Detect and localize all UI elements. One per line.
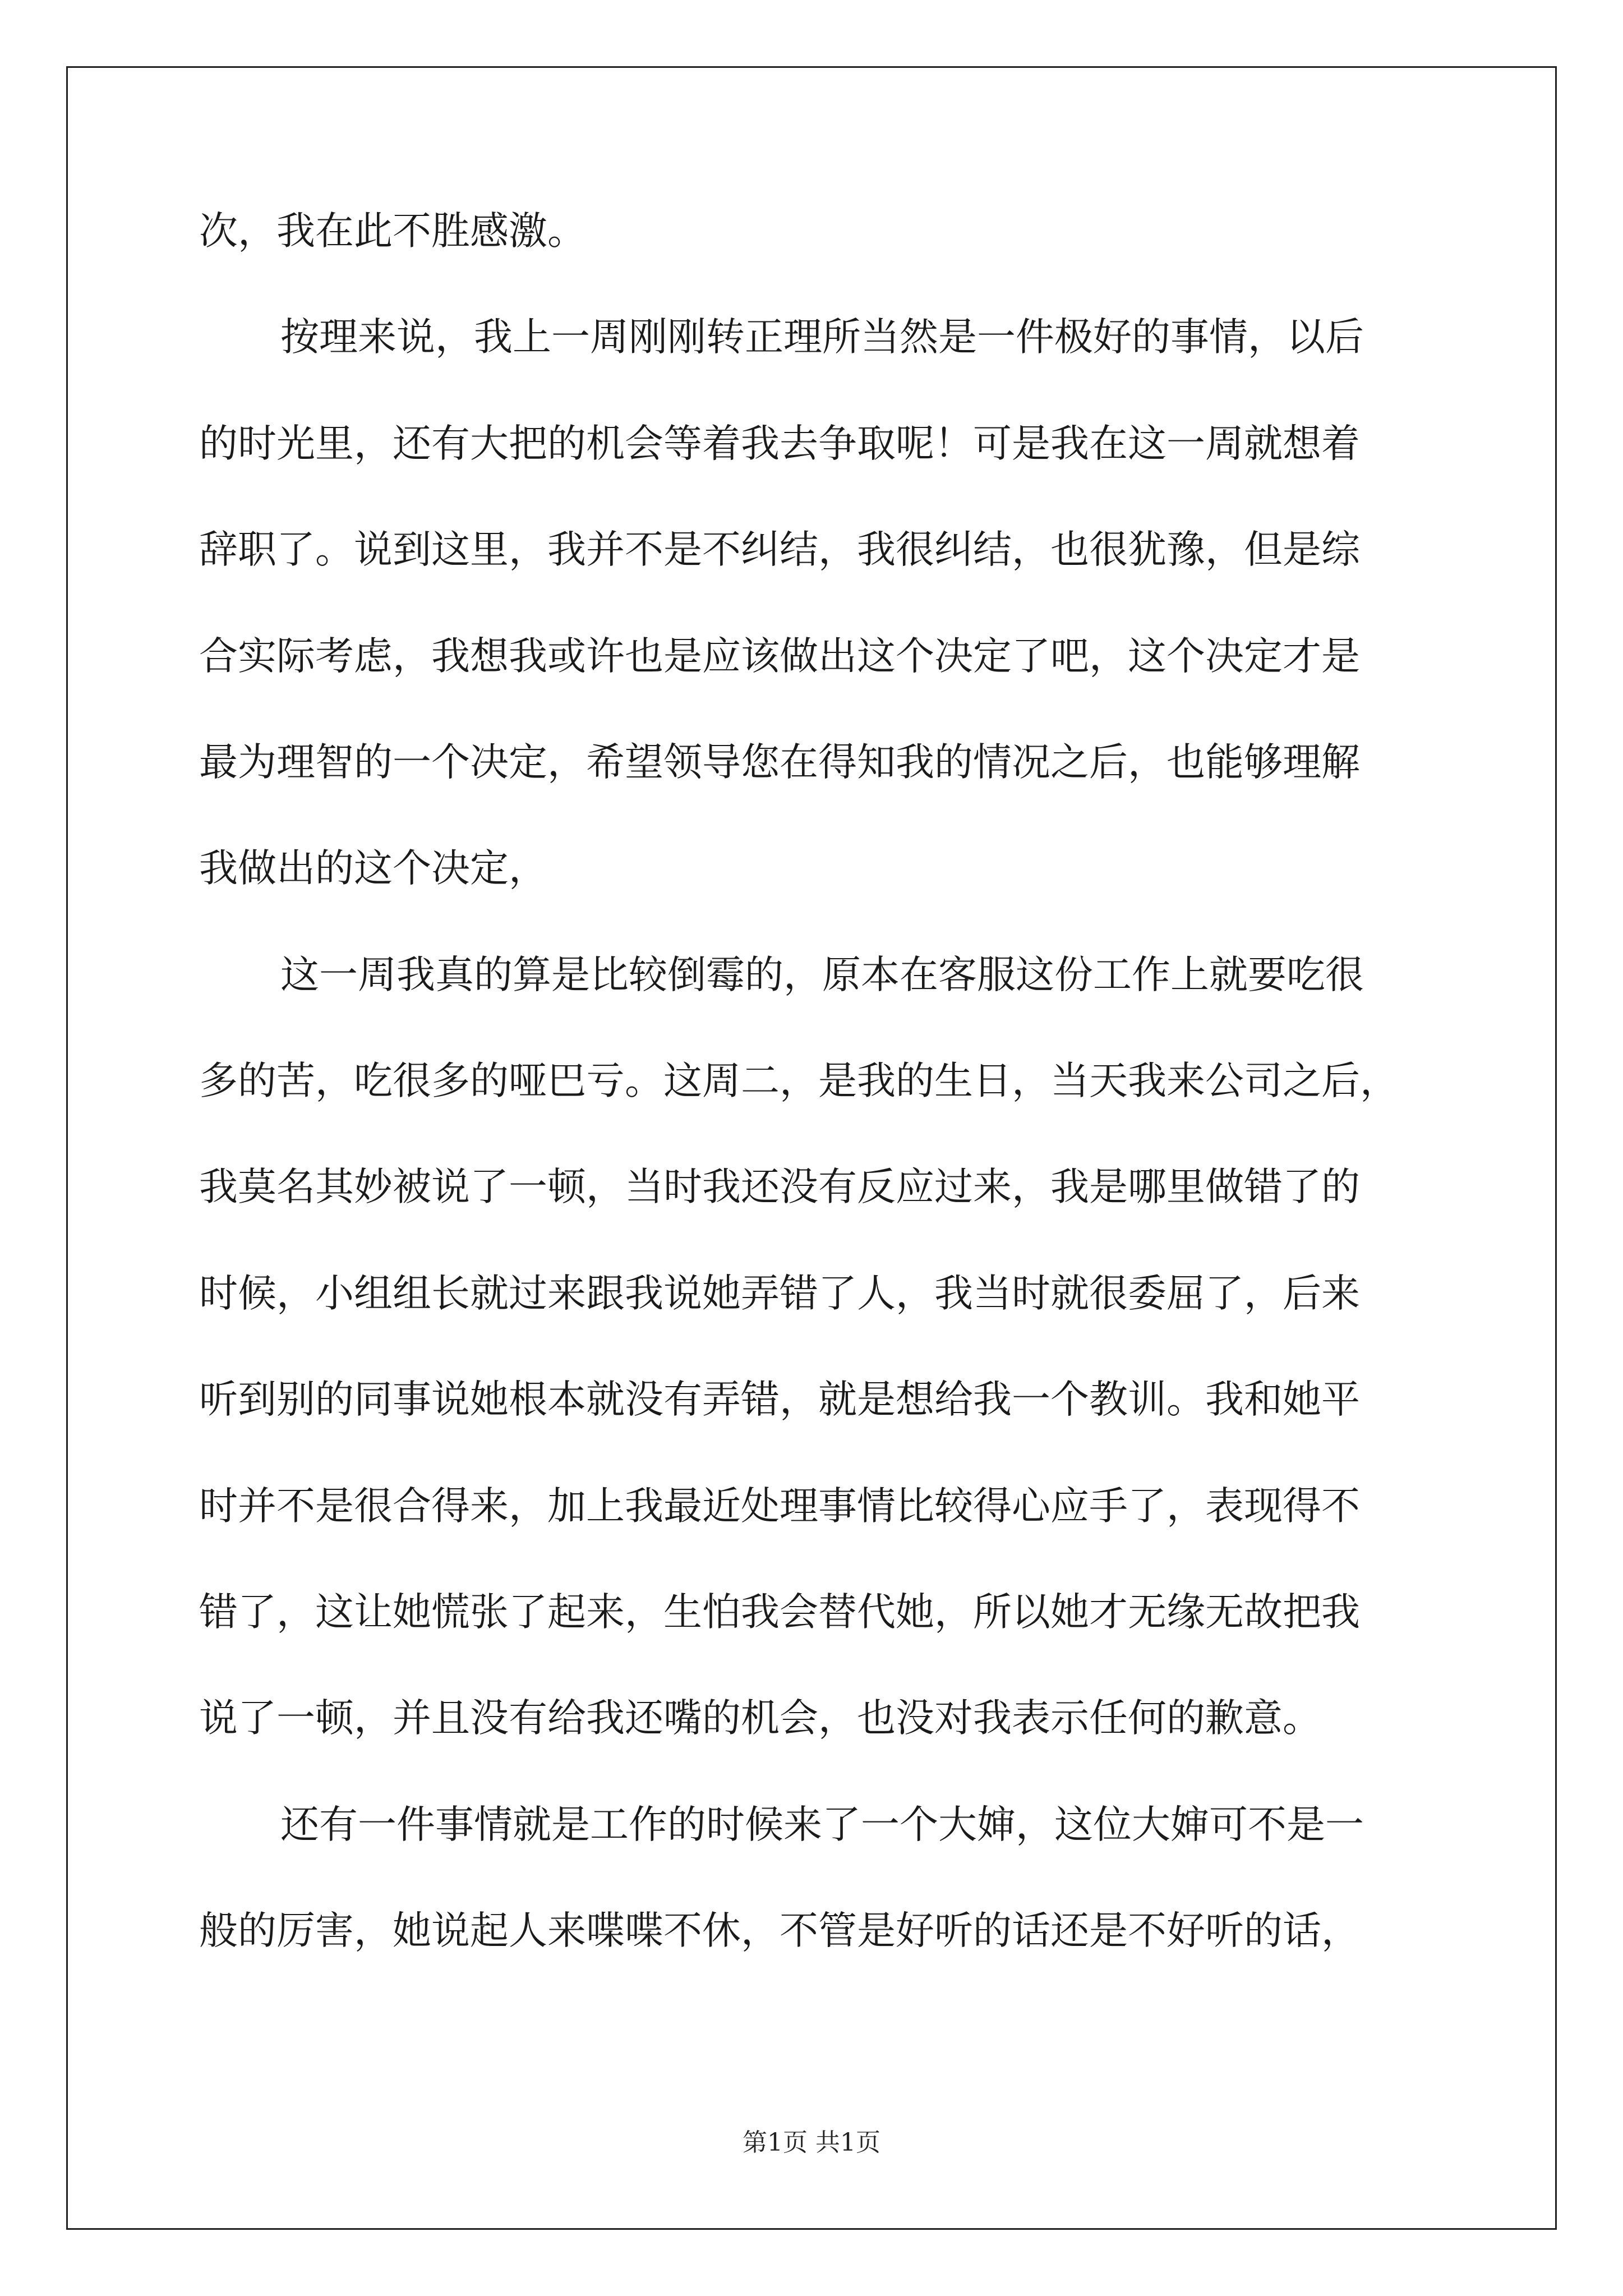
- text-line: 说了一顿，并且没有给我还嘴的机会，也没对我表示任何的歉意。: [199, 1696, 1321, 1741]
- text-line: 听到别的同事说她根本就没有弄错，就是想给我一个教训。我和她平: [199, 1377, 1360, 1422]
- text-line: 般的厉害，她说起人来喋喋不休，不管是好听的话还是不好听的话，: [199, 1908, 1360, 1953]
- text-line: 时候，小组组长就过来跟我说她弄错了人，我当时就很委屈了，后来: [199, 1271, 1360, 1316]
- text-line: 我莫名其妙被说了一顿，当时我还没有反应过来，我是哪里做错了的: [199, 1165, 1360, 1209]
- paragraph-first-line: 按理来说，我上一周刚刚转正理所当然是一件极好的事情，以后: [280, 315, 1364, 360]
- page-footer: 第1页 共1页: [743, 2128, 880, 2157]
- text-line: 辞职了。说到这里，我并不是不纠结，我很纠结，也很犹豫，但是综: [199, 527, 1360, 572]
- paragraph-first-line: 这一周我真的算是比较倒霉的，原本在客服这份工作上就要吃很: [280, 953, 1364, 997]
- text-line: 错了，这让她慌张了起来，生怕我会替代她，所以她才无缘无故把我: [199, 1590, 1360, 1635]
- text-line: 合实际考虑，我想我或许也是应该做出这个决定了吧，这个决定才是: [199, 634, 1360, 679]
- text-line: 多的苦，吃很多的哑巴亏。这周二，是我的生日，当天我来公司之后，: [199, 1059, 1399, 1103]
- text-line: 我做出的这个决定，: [199, 846, 547, 891]
- text-line: 的时光里，还有大把的机会等着我去争取呢！可是我在这一周就想着: [199, 421, 1360, 466]
- paragraph-first-line: 还有一件事情就是工作的时候来了一个大婶，这位大婶可不是一: [280, 1802, 1364, 1847]
- text-line: 时并不是很合得来，加上我最近处理事情比较得心应手了，表现得不: [199, 1484, 1360, 1529]
- text-line: 次，我在此不胜感激。: [199, 209, 586, 254]
- text-line: 最为理智的一个决定，希望领导您在得知我的情况之后，也能够理解: [199, 740, 1360, 785]
